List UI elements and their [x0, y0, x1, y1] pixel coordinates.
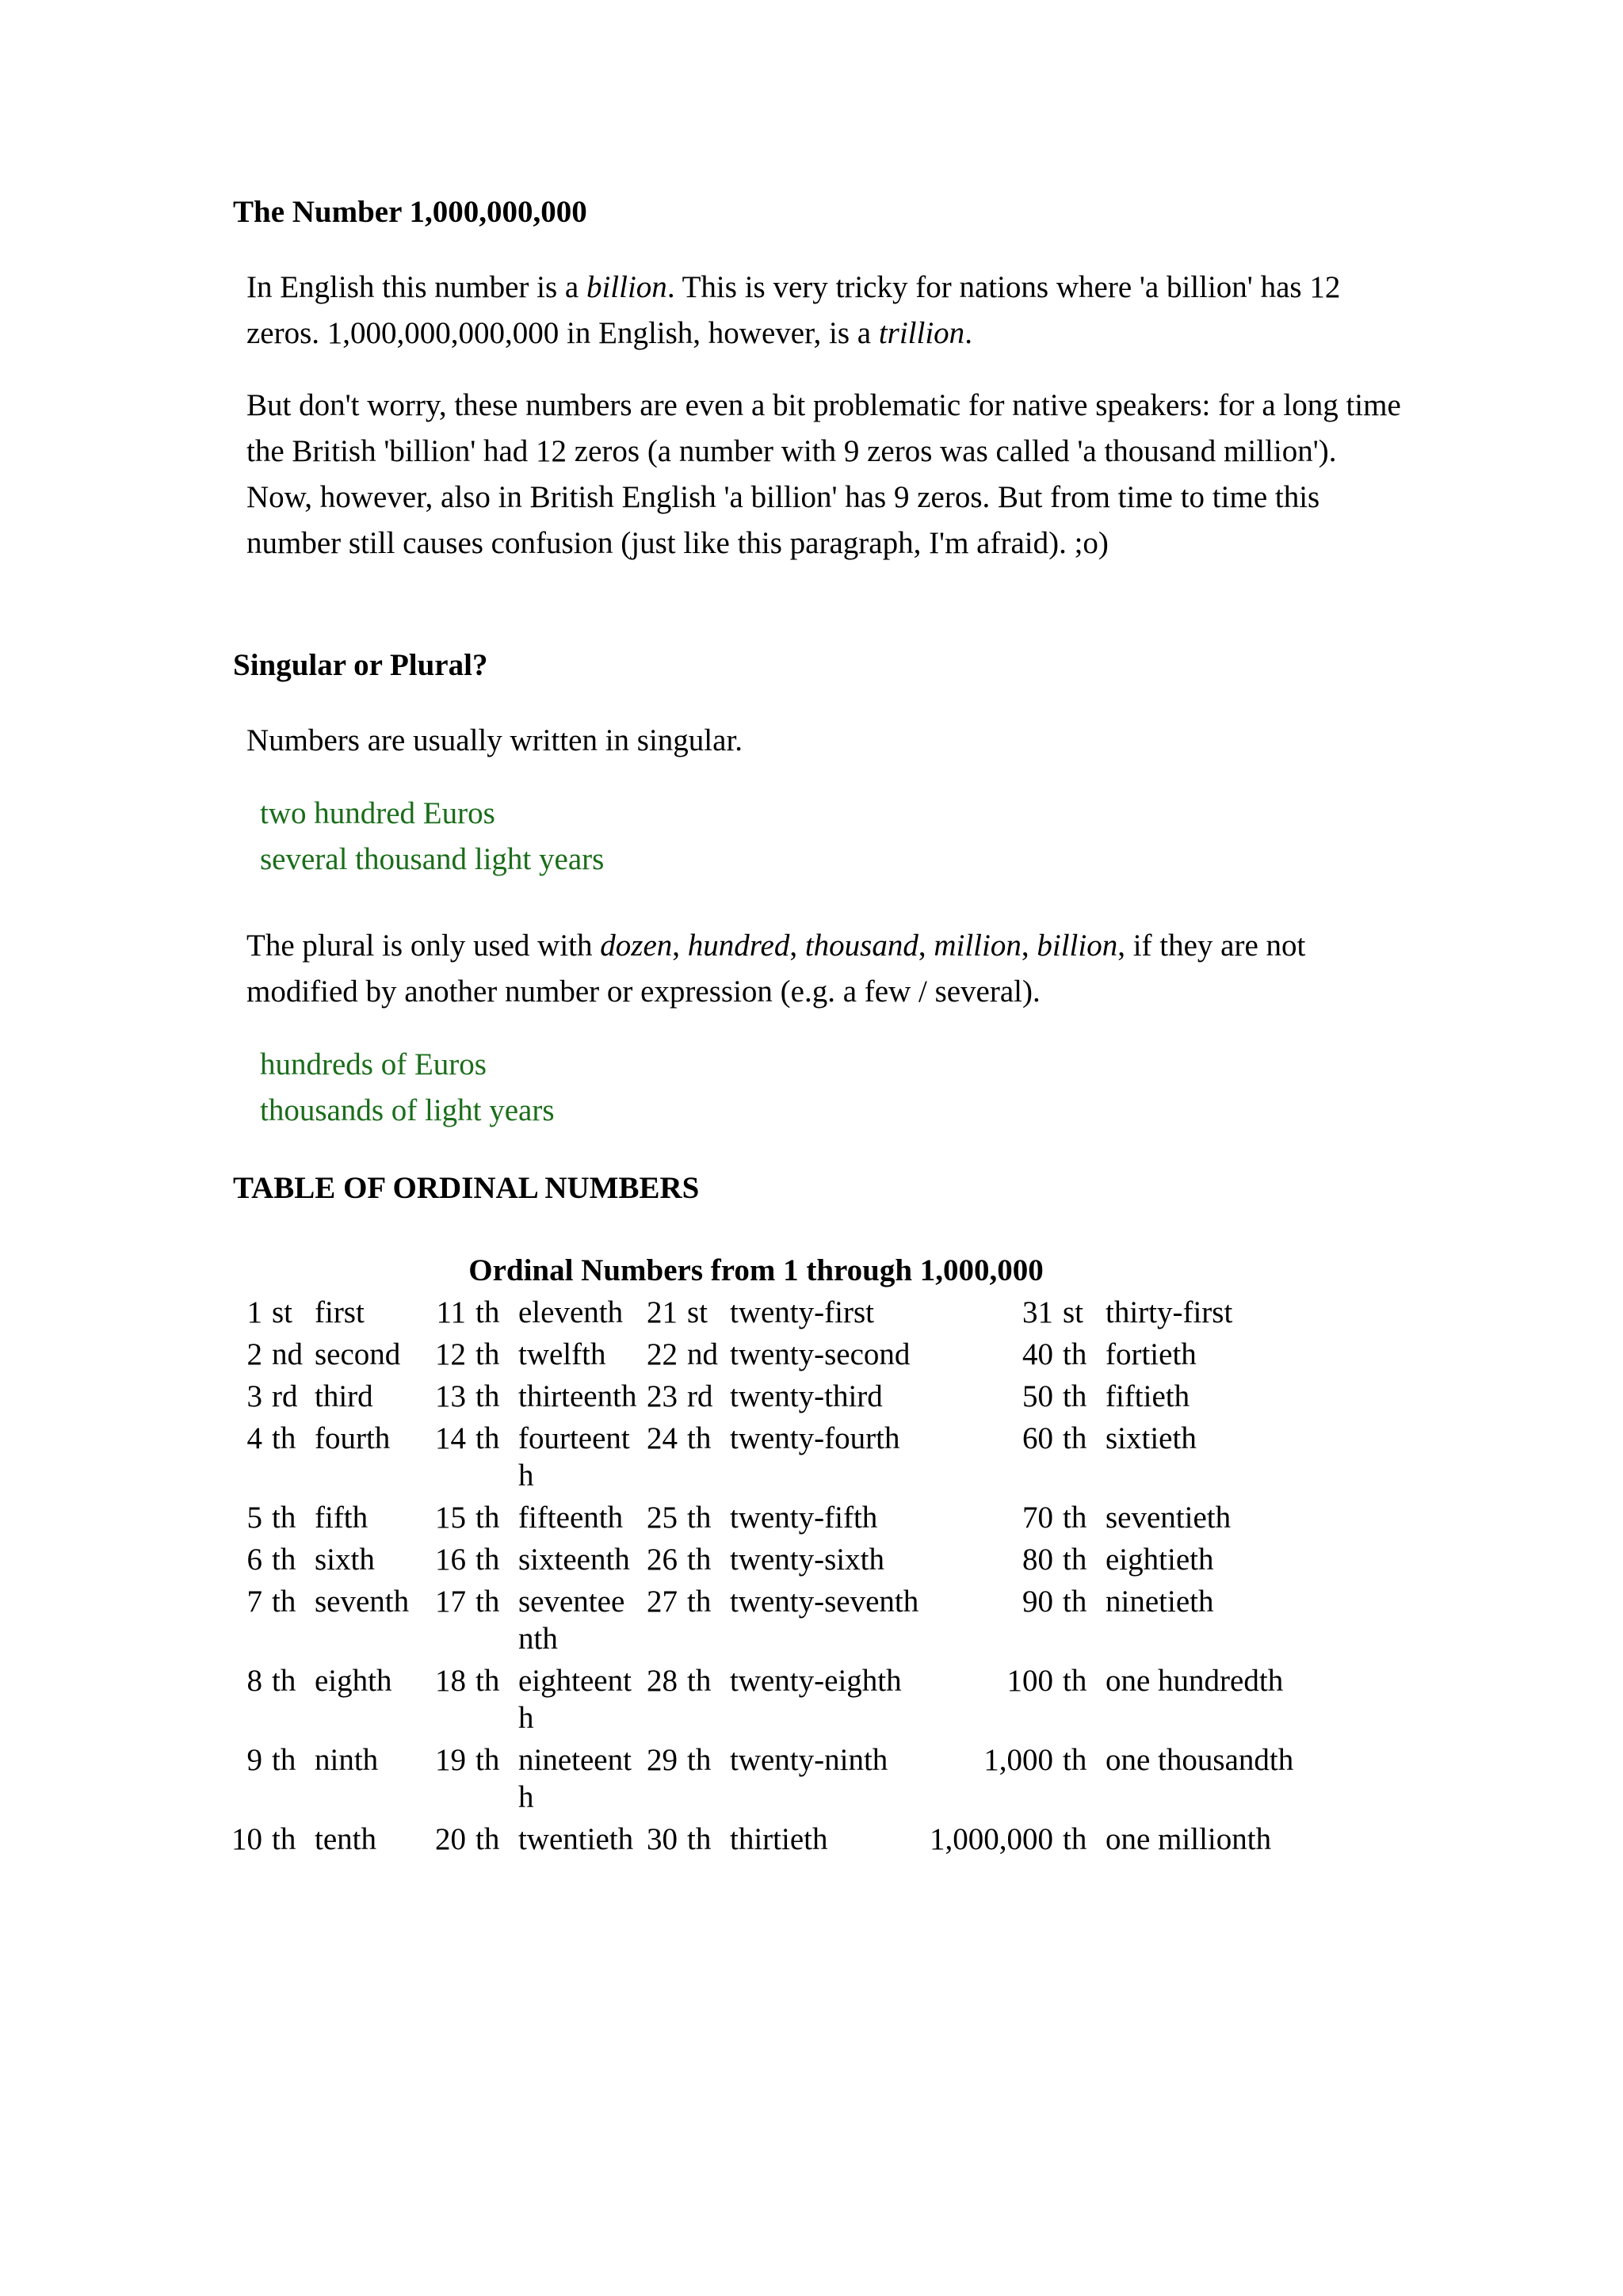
ordinal-word-cell: sixteenth — [518, 1543, 630, 1577]
ordinal-suffix-cell: th — [272, 1822, 296, 1856]
table-row — [228, 1375, 1307, 1417]
ordinal-number-cell: 23 — [647, 1379, 678, 1413]
heading-ordinal-table: TABLE OF ORDINAL NUMBERS — [233, 1171, 700, 1205]
ordinal-word-cell: twenty-fourth — [730, 1421, 900, 1455]
table-caption: Ordinal Numbers from 1 through 1,000,000 — [468, 1253, 1044, 1287]
ordinal-word-cell: twenty-third — [730, 1379, 883, 1413]
ordinal-number-cell: 70 — [1022, 1501, 1053, 1535]
ordinal-number-cell: 13 — [435, 1379, 466, 1413]
ordinal-word-cell: twenty-second — [730, 1337, 911, 1371]
ordinal-suffix-cell: th — [475, 1295, 500, 1329]
ordinal-number-cell: 10 — [231, 1822, 262, 1856]
ordinal-suffix-cell: th — [475, 1822, 500, 1856]
ordinal-suffix-cell: th — [1063, 1501, 1087, 1535]
ordinal-number-cell: 16 — [435, 1543, 466, 1577]
ordinal-number-cell: 50 — [1022, 1379, 1053, 1413]
ordinal-suffix-cell: th — [687, 1585, 712, 1619]
ordinal-suffix-cell: th — [272, 1743, 296, 1777]
ordinal-number-cell: 60 — [1022, 1421, 1053, 1455]
ordinal-number-cell: 19 — [435, 1743, 466, 1777]
ordinal-suffix-cell: th — [475, 1421, 500, 1455]
ordinal-number-cell: 26 — [647, 1543, 678, 1577]
ordinal-number-cell: 1 — [246, 1295, 262, 1329]
table-row — [228, 1818, 1307, 1860]
table-row — [228, 1291, 1307, 1333]
ordinal-number-cell: 18 — [435, 1664, 466, 1698]
ordinal-number-cell: 4 — [246, 1421, 262, 1455]
ordinal-suffix-cell: th — [272, 1664, 296, 1698]
ordinal-number-cell: 80 — [1022, 1543, 1053, 1577]
ordinal-word-cell: thirtieth — [730, 1822, 828, 1856]
ordinal-suffix-cell: th — [475, 1664, 500, 1698]
example-list-plural — [260, 1042, 555, 1134]
ordinal-suffix-cell: nd — [687, 1337, 718, 1371]
ordinal-number-cell: 8 — [246, 1664, 262, 1698]
example-item: thousands of light years — [260, 1093, 555, 1127]
ordinal-word-cell: fourteenth — [518, 1421, 630, 1493]
ordinal-word-cell: seventh — [315, 1585, 410, 1619]
paragraph-singular-usage: Numbers are usually written in singular. — [246, 723, 743, 757]
ordinal-word-cell: fifth — [315, 1501, 369, 1535]
ordinal-suffix-cell: st — [687, 1295, 708, 1329]
ordinal-number-cell: 90 — [1022, 1585, 1053, 1619]
term-trillion: trillion — [878, 316, 965, 350]
ordinal-word-cell: twenty-sixth — [730, 1543, 884, 1577]
ordinal-suffix-cell: th — [1063, 1337, 1087, 1371]
ordinal-word-cell: ninth — [315, 1743, 379, 1777]
ordinal-suffix-cell: th — [475, 1543, 500, 1577]
ordinal-number-cell: 3 — [246, 1379, 262, 1413]
ordinal-suffix-cell: th — [475, 1743, 500, 1777]
ordinal-word-cell: fiftieth — [1106, 1379, 1190, 1413]
ordinal-number-cell: 27 — [647, 1585, 678, 1619]
ordinal-number-cell: 30 — [647, 1822, 678, 1856]
ordinal-suffix-cell: th — [475, 1501, 500, 1535]
ordinal-number-cell: 14 — [435, 1421, 466, 1455]
ordinal-suffix-cell: th — [687, 1421, 712, 1455]
ordinal-suffix-cell: rd — [272, 1379, 298, 1413]
ordinal-suffix-cell: th — [687, 1501, 712, 1535]
ordinal-number-cell: 31 — [1022, 1295, 1053, 1329]
ordinal-word-cell: sixth — [315, 1543, 375, 1577]
ordinal-suffix-cell: th — [687, 1664, 712, 1698]
ordinal-word-cell: fourth — [315, 1421, 391, 1455]
ordinal-suffix-cell: th — [1063, 1379, 1087, 1413]
ordinal-number-cell: 17 — [435, 1585, 466, 1619]
ordinal-word-cell: twenty-eighth — [730, 1664, 902, 1698]
table-row — [228, 1497, 1307, 1539]
ordinal-number-cell: 20 — [435, 1822, 466, 1856]
table-row — [228, 1417, 1307, 1497]
ordinal-suffix-cell: th — [687, 1543, 712, 1577]
ordinal-word-cell: second — [315, 1337, 401, 1371]
ordinal-number-cell: 100 — [1006, 1664, 1053, 1698]
ordinal-suffix-cell: th — [1063, 1664, 1087, 1698]
ordinal-word-cell: ninetieth — [1106, 1585, 1214, 1619]
ordinal-word-cell: twenty-ninth — [730, 1743, 888, 1777]
ordinal-suffix-cell: th — [272, 1543, 296, 1577]
ordinal-word-cell: twenty-first — [730, 1295, 874, 1329]
ordinal-word-cell: sixtieth — [1106, 1421, 1197, 1455]
ordinal-suffix-cell: th — [475, 1585, 500, 1619]
example-item: hundreds of Euros — [260, 1047, 487, 1081]
ordinal-number-cell: 40 — [1022, 1337, 1053, 1371]
paragraph-billion-definition: In English this number is a billion. This is very tricky for nations where 'a billion' has 12 zeros. 1,000,000,000,000 in English, however, is a trillion. — [246, 270, 1341, 350]
ordinal-number-cell: 7 — [246, 1585, 262, 1619]
ordinal-word-cell: thirteenth — [518, 1379, 637, 1413]
ordinal-word-cell: eleventh — [518, 1295, 624, 1329]
ordinal-word-cell: seventeenth — [518, 1585, 625, 1656]
ordinal-number-cell: 6 — [246, 1543, 262, 1577]
ordinal-number-cell: 5 — [246, 1501, 262, 1535]
ordinal-suffix-cell: th — [687, 1822, 712, 1856]
table-row — [228, 1539, 1307, 1581]
ordinal-word-cell: third — [315, 1379, 373, 1413]
term-billion: billion — [586, 270, 667, 304]
example-item: several thousand light years — [260, 842, 605, 876]
heading-singular-plural: Singular or Plural? — [233, 648, 488, 682]
heading-number-billion: The Number 1,000,000,000 — [233, 195, 587, 229]
ordinal-suffix-cell: th — [1063, 1822, 1087, 1856]
ordinal-number-cell: 2 — [246, 1337, 262, 1371]
ordinal-word-cell: one millionth — [1106, 1822, 1272, 1856]
ordinal-word-cell: eighth — [315, 1664, 392, 1698]
ordinal-word-cell: tenth — [315, 1822, 376, 1856]
ordinal-number-cell: 29 — [647, 1743, 678, 1777]
ordinal-word-cell: twentieth — [518, 1822, 634, 1856]
ordinal-word-cell: one thousandth — [1106, 1743, 1294, 1777]
ordinal-suffix-cell: th — [475, 1379, 500, 1413]
ordinal-number-cell: 21 — [647, 1295, 678, 1329]
ordinal-suffix-cell: th — [1063, 1543, 1087, 1577]
ordinal-word-cell: twelfth — [518, 1337, 606, 1371]
ordinal-word-cell: first — [315, 1295, 365, 1329]
ordinal-suffix-cell: th — [272, 1501, 296, 1535]
ordinal-suffix-cell: rd — [687, 1379, 713, 1413]
ordinal-suffix-cell: th — [687, 1743, 712, 1777]
table-row — [228, 1581, 1307, 1660]
ordinal-numbers-table — [225, 1291, 1310, 1860]
table-row — [228, 1660, 1307, 1739]
ordinal-word-cell: one hundredth — [1106, 1664, 1284, 1698]
ordinal-suffix-cell: th — [272, 1585, 296, 1619]
ordinal-number-cell: 12 — [435, 1337, 466, 1371]
ordinal-number-cell: 24 — [647, 1421, 678, 1455]
ordinal-number-cell: 11 — [436, 1295, 466, 1329]
ordinal-suffix-cell: nd — [272, 1337, 303, 1371]
example-item: two hundred Euros — [260, 796, 495, 830]
ordinal-number-cell: 22 — [647, 1337, 678, 1371]
ordinal-word-cell: twenty-fifth — [730, 1501, 878, 1535]
ordinal-number-cell: 15 — [435, 1501, 466, 1535]
table-row — [228, 1739, 1307, 1818]
ordinal-word-cell: fifteenth — [518, 1501, 624, 1535]
ordinal-suffix-cell: th — [475, 1337, 500, 1371]
paragraph-british-billion: But don't worry, these numbers are even a bit problematic for native speakers: for a long time the British 'billion' had 12 zeros (a number with 9 zeros was called 'a thousand million'). Now, however, also in British English 'a billion' has 9 zeros. But from time to time this number still causes confusion (just like this paragraph, I'm afraid). ;o) — [246, 388, 1401, 560]
ordinal-word-cell: fortieth — [1106, 1337, 1197, 1371]
ordinal-number-cell: 1,000,000 — [930, 1822, 1053, 1856]
ordinal-suffix-cell: th — [272, 1421, 296, 1455]
example-list-singular — [260, 791, 604, 883]
ordinal-word-cell: seventieth — [1106, 1501, 1232, 1535]
ordinal-number-cell: 28 — [647, 1664, 678, 1698]
ordinal-suffix-cell: st — [1063, 1295, 1084, 1329]
ordinal-suffix-cell: th — [1063, 1585, 1087, 1619]
paragraph-plural-usage: The plural is only used with dozen, hundred, thousand, million, billion, if they are not modified by another number or expression (e.g. a few / several). — [246, 929, 1306, 1009]
ordinal-word-cell: twenty-seventh — [730, 1585, 919, 1619]
ordinal-word-cell: thirty-first — [1106, 1295, 1233, 1329]
ordinal-word-cell: eighteenth — [518, 1664, 632, 1735]
ordinal-word-cell: nineteenth — [518, 1743, 632, 1814]
ordinal-number-cell: 9 — [246, 1743, 262, 1777]
ordinal-suffix-cell: st — [272, 1295, 293, 1329]
ordinal-suffix-cell: th — [1063, 1743, 1087, 1777]
ordinal-word-cell: eightieth — [1106, 1543, 1214, 1577]
table-row — [228, 1333, 1307, 1375]
ordinal-suffix-cell: th — [1063, 1421, 1087, 1455]
ordinal-number-cell: 25 — [647, 1501, 678, 1535]
ordinal-number-cell: 1,000 — [983, 1743, 1053, 1777]
